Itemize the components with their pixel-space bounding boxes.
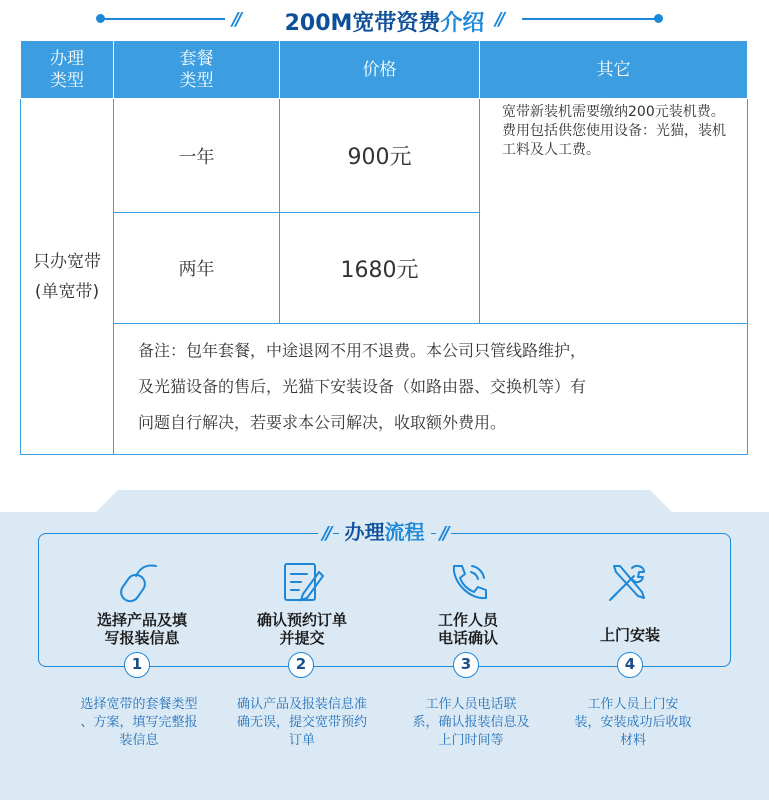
- step-1-label: 选择产品及填 写报装信息: [96, 611, 187, 647]
- col-header-package-type: 套餐 类型: [114, 41, 280, 99]
- mouse-icon: [116, 560, 160, 604]
- table-row: [21, 99, 748, 213]
- flow-title-slash-left: //: [318, 523, 333, 544]
- flow-title: 办理流程: [339, 520, 431, 544]
- section-title-row: [0, 0, 769, 40]
- col-header-handle-type: 办理 类型: [21, 41, 114, 99]
- step-2-description: 确认产品及报装信息准 确无误，提交宽带预约 订单: [236, 697, 367, 748]
- step-2-label: 确认预约订单 并提交: [256, 611, 347, 647]
- flow-title-slash-right: //: [436, 523, 451, 544]
- package-cell: 一年: [114, 99, 280, 213]
- table-header-row: [21, 41, 748, 99]
- page-title: 200M宽带资费介绍: [284, 11, 485, 36]
- note-row: [21, 324, 748, 455]
- step-4-label: 上门安装: [599, 626, 660, 644]
- handle-type-cell: 只办宽带 (单宽带): [21, 99, 114, 455]
- step-4-number: 4: [617, 652, 643, 678]
- col-header-price: 价格: [280, 41, 480, 99]
- note-cell: 备注：包年套餐，中途退网不用不退费。本公司只管线路维护， 及光猫设备的售后，光猫下安装设备（如路由器、交换机等）有 问题自行解决，若要求本公司解决，收取额外费用。: [114, 324, 748, 455]
- package-cell: 两年: [114, 213, 280, 324]
- step-3-description: 工作人员电话联 系，确认报装信息及 上门时间等: [412, 697, 530, 748]
- title-slash-right: //: [495, 9, 503, 30]
- flow-title-row: [0, 516, 769, 545]
- other-cell: 宽带新装机需要缴纳200元装机费。费用包括供您使用设备：光猫，装机工料及人工费。: [480, 99, 748, 324]
- price-cell: 900元: [280, 99, 480, 213]
- price-cell: 1680元: [280, 213, 480, 324]
- price-table: [20, 40, 748, 455]
- step-1-description: 选择宽带的套餐类型 、方案，填写完整报 装信息: [80, 697, 198, 748]
- col-header-other: 其它: [480, 41, 748, 99]
- step-3-number: 3: [453, 652, 479, 678]
- form-edit-icon: [281, 560, 325, 604]
- step-3-label: 工作人员 电话确认: [437, 611, 498, 647]
- phone-icon: [446, 560, 490, 604]
- step-2-number: 2: [288, 652, 314, 678]
- step-4-description: 工作人员上门安 装，安装成功后收取 材料: [574, 697, 692, 748]
- title-line-right: [522, 18, 657, 20]
- title-slash-left: //: [232, 9, 240, 30]
- step-1-number: 1: [124, 652, 150, 678]
- title-dot-right: [654, 14, 663, 23]
- tools-icon: [606, 560, 650, 604]
